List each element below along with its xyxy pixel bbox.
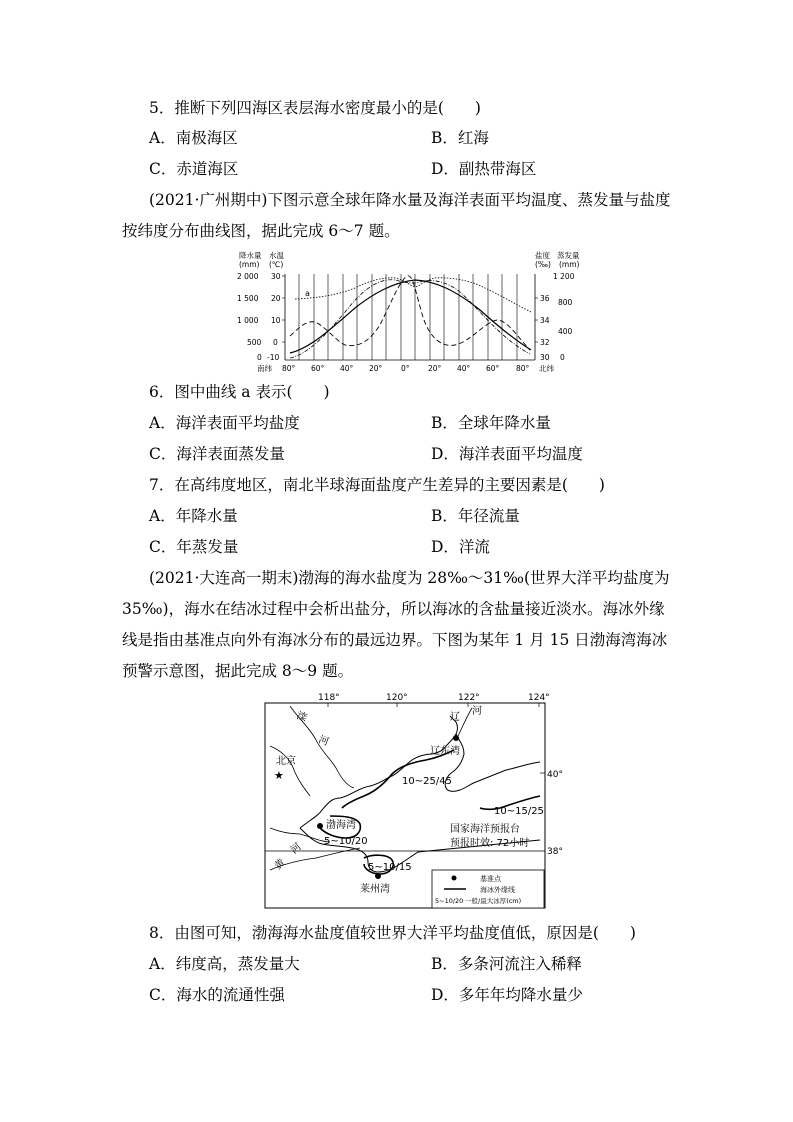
legend-example: 5~10/20 — [435, 897, 464, 905]
lat-label-40n: 40° — [457, 364, 471, 373]
salinity-tick-34: 34 — [540, 316, 550, 325]
q6-option-b: B．全球年降水量 — [431, 414, 551, 432]
bohai-ice-map — [260, 688, 563, 913]
precip-tick-1500: 1 500 — [237, 294, 259, 303]
curve-precipitation — [290, 276, 530, 350]
intro89-line3: 线是指由基准点向外有海冰分布的最远边界。下图为某年 1 月 15 日渤海湾海冰 — [122, 631, 668, 649]
intro67-line2: 按纬度分布曲线图，据此完成 6～7 题。 — [122, 222, 400, 240]
evap-tick-400: 400 — [558, 327, 573, 336]
q8-stem: 8．由图可知，渤海海水盐度值较世界大洋平均盐度值低，原因是( ) — [149, 924, 636, 942]
q6-option-c: C．海洋表面蒸发量 — [149, 445, 285, 463]
axis-temp-title2: (℃) — [269, 260, 284, 269]
ice-liaodong-value: 10~25/45 — [402, 776, 452, 787]
lon-122: 122° — [458, 693, 480, 703]
lat-40: 40° — [547, 770, 563, 780]
lat-label-80s: 80° — [282, 364, 296, 373]
river-liao-1: 辽 — [450, 712, 460, 723]
q7-stem: 7．在高纬度地区，南北半球海面盐度产生差异的主要因素是( ) — [149, 476, 605, 494]
salinity-tick-32: 32 — [540, 338, 550, 347]
label-agency: 国家海洋预报台 — [450, 824, 520, 835]
temp-tick-20: 20 — [271, 294, 281, 303]
lat-label-40s: 40° — [340, 364, 354, 373]
temp-tick-10: 10 — [271, 316, 281, 325]
chart-frame — [285, 274, 535, 360]
curve-temperature — [290, 280, 531, 353]
lat-label-south: 南纬 — [257, 364, 272, 373]
salinity-tick-36: 36 — [540, 294, 550, 303]
evap-tick-1200: 1 200 — [553, 272, 575, 281]
label-bohai-bay: 渤海湾 — [326, 820, 356, 831]
q6-stem: 6．图中曲线 a 表示( ) — [149, 383, 330, 401]
river-liao-2: 河 — [472, 706, 482, 717]
legend-example-desc: 一般/最大冰厚(cm) — [465, 897, 522, 905]
label-liaodong-bay: 辽东湾 — [430, 746, 460, 757]
q7-option-a: A．年降水量 — [149, 507, 238, 525]
q8-option-b: B．多条河流注入稀释 — [431, 955, 582, 973]
axis-precip-title2: (mm) — [239, 260, 260, 269]
salinity-tick-30: 30 — [540, 353, 550, 362]
intro89-line2: 35‰)，海水在结冰过程中会析出盐分，所以海冰的含盐量接近淡水。海冰外缘 — [122, 600, 665, 618]
lon-120: 120° — [386, 693, 408, 703]
lat-label-20n: 20° — [428, 364, 442, 373]
axis-temp-title1: 水温 — [269, 251, 284, 260]
axis-salinity-title2: (‰) — [535, 260, 551, 269]
q6-option-d: D．海洋表面平均温度 — [431, 445, 583, 463]
temp-tick-0: 0 — [273, 338, 278, 347]
lon-118: 118° — [318, 693, 340, 703]
curve-a-label: a — [305, 289, 310, 298]
lat-label-60n: 60° — [486, 364, 500, 373]
curve-evaporation — [290, 280, 530, 358]
lat-38: 38° — [547, 847, 563, 857]
q7-option-b: B．年径流量 — [431, 507, 520, 525]
river-huang-2: 河 — [288, 841, 304, 857]
latitude-chart — [235, 250, 595, 375]
ice-laizhou-value: 5~10/15 — [368, 862, 412, 873]
q5-option-a: A．南极海区 — [149, 129, 238, 147]
ice-bohai-value: 5~10/20 — [324, 836, 368, 847]
axis-salinity-title1: 盐度 — [535, 251, 550, 260]
temp-tick-neg10: -10 — [267, 353, 280, 362]
q7-option-c: C．年蒸发量 — [149, 538, 239, 556]
q8-option-a: A．纬度高，蒸发量大 — [149, 955, 300, 973]
q5-stem: 5．推断下列四海区表层海水密度最小的是( ) — [149, 99, 481, 117]
beijing-star-icon: ★ — [274, 769, 284, 782]
river-luan-1: 滦 — [294, 710, 309, 725]
lat-label-eq: 0° — [401, 364, 410, 373]
lat-label-80n: 80° — [516, 364, 530, 373]
temp-tick-30: 30 — [271, 272, 281, 281]
evap-tick-0: 0 — [560, 353, 565, 362]
q6-option-a: A．海洋表面平均盐度 — [149, 414, 300, 432]
intro89-line4: 预警示意图，据此完成 8～9 题。 — [122, 662, 354, 680]
axis-evap-title1: 蒸发量 — [557, 251, 580, 260]
lat-label-60s: 60° — [311, 364, 325, 373]
map-legend — [432, 870, 544, 908]
label-laizhou-bay: 莱州湾 — [360, 884, 390, 895]
legend-base-point: 基准点 — [480, 875, 501, 883]
river-luan-2: 河 — [316, 734, 331, 749]
axis-evap-title2: (mm) — [559, 260, 580, 269]
lon-124: 124° — [528, 693, 550, 703]
evap-tick-800: 800 — [558, 298, 573, 307]
q5-option-b: B．红海 — [431, 129, 489, 147]
label-beijing: 北京 — [276, 756, 296, 767]
river-huang-1: 黄 — [272, 857, 288, 873]
q5-option-c: C．赤道海区 — [149, 160, 239, 178]
axis-precip-title1: 降水量 — [239, 251, 262, 260]
intro67-line1: (2021·广州期中)下图示意全球年降水量及海洋表面平均温度、蒸发量与盐度 — [149, 191, 671, 209]
ice-east-value: 10~15/25 — [494, 806, 544, 817]
q8-option-d: D．多年年均降水量少 — [431, 986, 583, 1004]
label-validity: 预报时效: 72小时 — [450, 838, 530, 849]
q8-option-c: C．海水的流通性强 — [149, 986, 285, 1004]
q7-option-d: D．洋流 — [431, 538, 490, 556]
intro89-line1: (2021·大连高一期末)渤海的海水盐度为 28‰～31‰(世界大洋平均盐度为 — [149, 569, 670, 587]
q5-option-d: D．副热带海区 — [431, 160, 537, 178]
precip-tick-0: 0 — [257, 353, 262, 362]
precip-tick-500: 500 — [247, 338, 262, 347]
precip-tick-1000: 1 000 — [237, 316, 259, 325]
legend-ice-line: 海冰外缘线 — [480, 886, 515, 894]
precip-tick-2000: 2 000 — [237, 272, 259, 281]
lat-label-north: 北纬 — [539, 364, 554, 373]
lat-label-20s: 20° — [369, 364, 383, 373]
